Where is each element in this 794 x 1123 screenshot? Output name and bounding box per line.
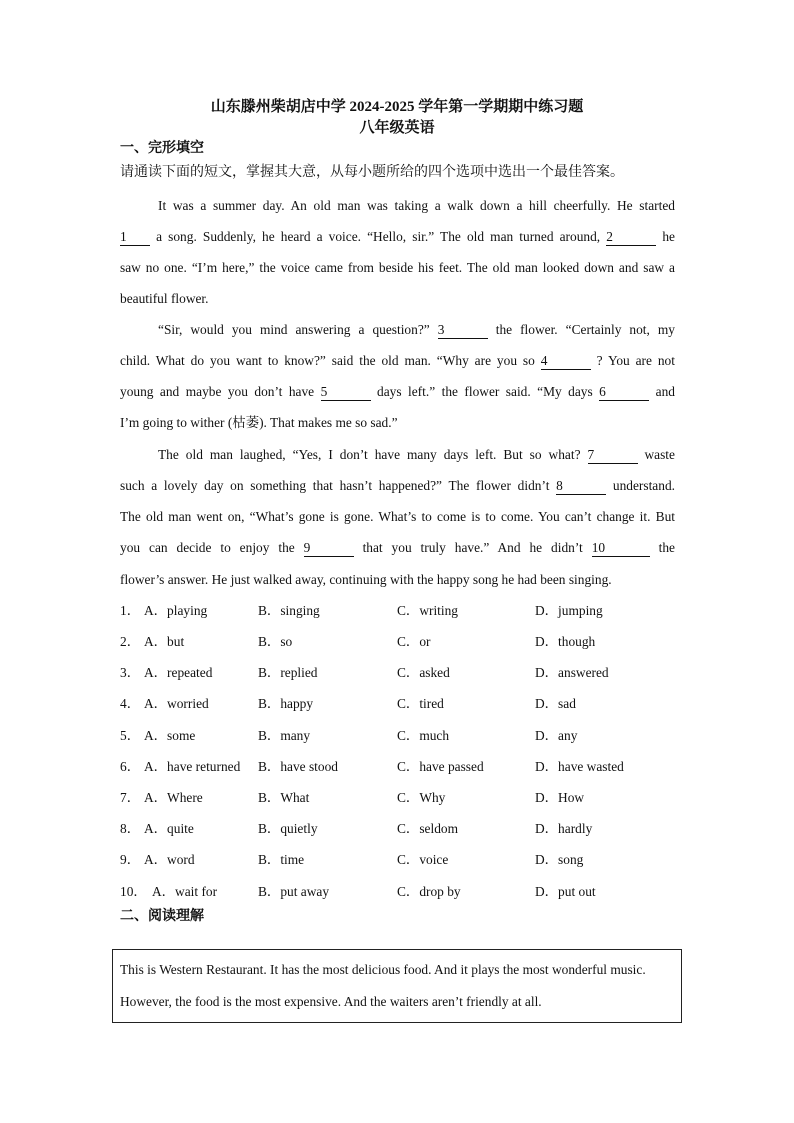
blank-1: 1 [120, 229, 150, 246]
passage-line: such a lovely day on something that hasn’t happened?” The flower didn’t 8 understand. [120, 478, 675, 493]
passage-line: The old man went on, “What’s gone is gone. What’s to come is to come. You can’t change it. But [120, 509, 675, 524]
blank-4: 4 [541, 353, 591, 370]
blank-10: 10 [592, 540, 650, 557]
reading-passage-box [112, 949, 682, 1023]
passage-line: I’m going to wither (枯萎). That makes me so sad.” [120, 415, 398, 430]
question-options-3: 3． A．repeated B．replied C．asked D．answered [120, 665, 609, 680]
question-options-2: 2． A．but B．so C．or D．though [120, 634, 596, 649]
blank-5: 5 [321, 384, 371, 401]
blank-3: 3 [438, 322, 488, 339]
passage-line: It was a summer day. An old man was taking a walk down a hill cheerfully. He started [158, 198, 675, 213]
reading-line: However, the food is the most expensive. And the waiters aren’t friendly at all. [120, 994, 542, 1009]
question-options-7: 7． A．Where B．What C．Why D．How [120, 790, 585, 805]
passage-line: saw no one. “I’m here,” the voice came from beside his feet. The old man looked down and saw a [120, 260, 675, 275]
section-reading-heading: 二、阅读理解 [120, 909, 204, 924]
section-cloze-heading: 一、完形填空 [120, 141, 204, 156]
question-options-6: 6． A．have returned B．have stood C．have passed D．have wasted [120, 759, 624, 774]
question-options-10: 10． A．wait for B．put away C．drop by D．put out [120, 884, 596, 899]
cloze-instruction: 请通读下面的短文，掌握其大意，从每小题所给的四个选项中选出一个最佳答案。 [120, 165, 624, 180]
exam-title: 山东滕州柴胡店中学 2024-2025 学年第一学期期中练习题 [210, 99, 584, 115]
passage-line: “Sir, would you mind answering a question?” 3 the flower. “Certainly not, my [158, 322, 675, 337]
blank-7: 7 [588, 447, 638, 464]
blank-6: 6 [599, 384, 649, 401]
reading-line: This is Western Restaurant. It has the most delicious food. And it plays the most wonderful music. [120, 962, 646, 977]
question-options-4: 4． A．worried B．happy C．tired D．sad [120, 696, 576, 711]
blank-9: 9 [304, 540, 354, 557]
passage-line: you can decide to enjoy the 9 that you truly have.” And he didn’t 10 the [120, 540, 675, 555]
question-options-1: 1． A．playing B．singing C．writing D．jumping [120, 603, 603, 618]
passage-line: child. What do you want to know?” said the old man. “Why are you so 4 ? You are not [120, 353, 675, 368]
question-options-8: 8． A．quite B．quietly C．seldom D．hardly [120, 821, 593, 836]
passage-line: The old man laughed, “Yes, I don’t have many days left. But so what? 7 waste [158, 447, 675, 462]
blank-8: 8 [556, 478, 606, 495]
question-options-9: 9． A．word B．time C．voice D．song [120, 852, 584, 867]
blank-2: 2 [606, 229, 656, 246]
passage-line: flower’s answer. He just walked away, continuing with the happy song he had been singing. [120, 572, 612, 587]
question-options-5: 5． A．some B．many C．much D．any [120, 728, 578, 743]
exam-subtitle: 八年级英语 [359, 120, 435, 136]
passage-line: 1 a song. Suddenly, he heard a voice. “Hello, sir.” The old man turned around, 2 he [120, 229, 675, 244]
passage-line: young and maybe you don’t have 5 days left.” the flower said. “My days 6 and [120, 384, 675, 399]
passage-line: beautiful flower. [120, 291, 209, 306]
